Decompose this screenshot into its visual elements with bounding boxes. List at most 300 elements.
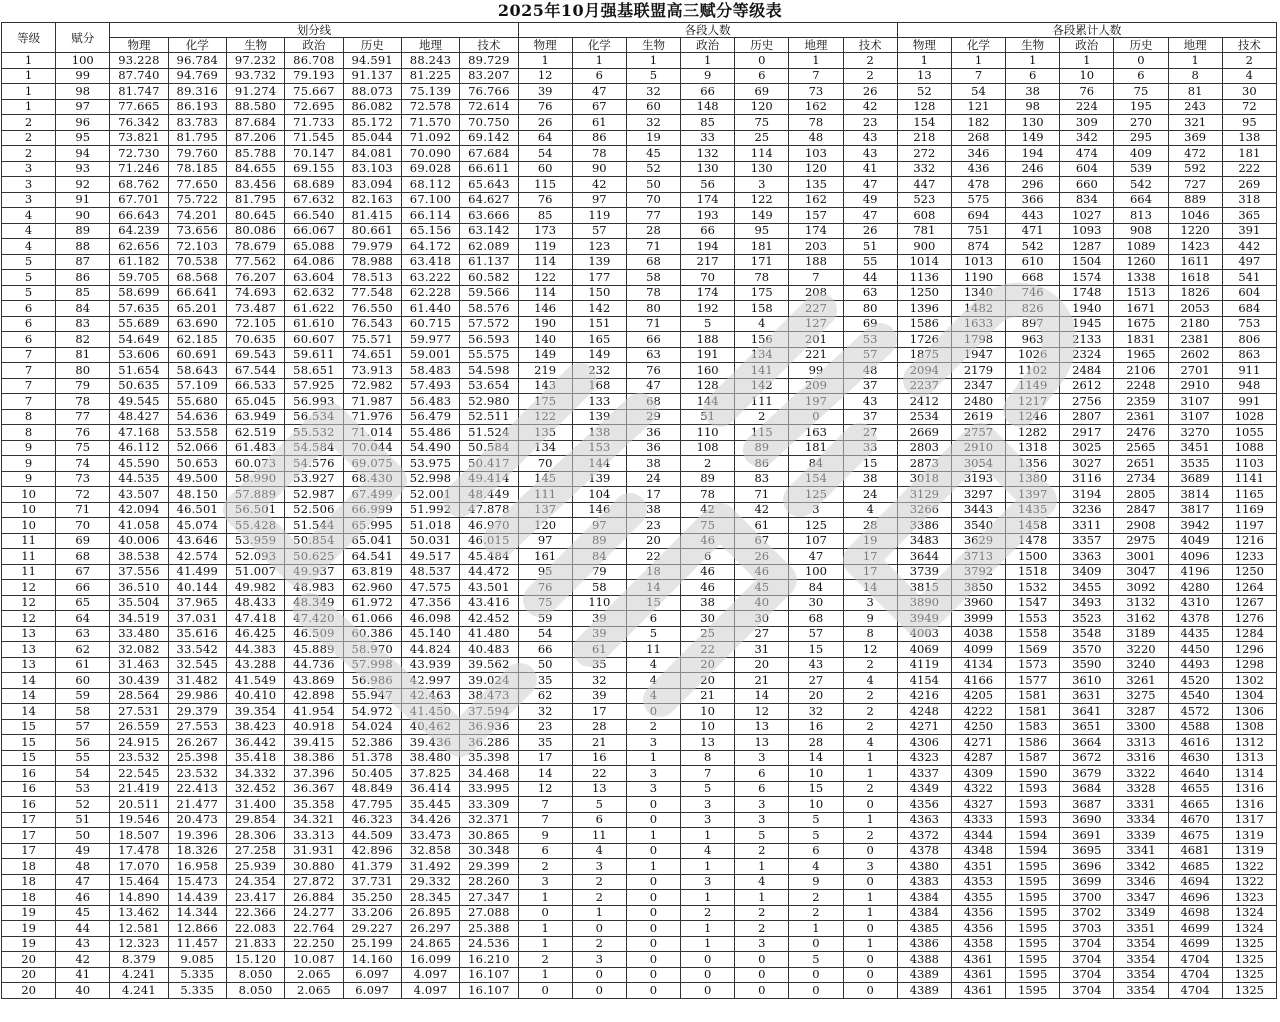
cell-cumulative: 1306 (1222, 704, 1276, 720)
cell-cumulative: 3631 (1060, 688, 1114, 704)
cell-count: 32 (789, 704, 843, 720)
cell-cumulative: 1055 (1222, 425, 1276, 441)
cell-cutoff: 52.511 (460, 409, 518, 425)
cell-count: 2 (843, 781, 897, 797)
cell-cutoff: 62.632 (285, 285, 343, 301)
cell-cumulative: 3713 (951, 549, 1005, 565)
cell-cutoff: 61.182 (110, 254, 168, 270)
cell-count: 1 (735, 859, 789, 875)
cell-grade: 7 (2, 363, 56, 379)
cell-cutoff: 37.594 (460, 704, 518, 720)
cell-score: 62 (56, 642, 110, 658)
cell-cutoff: 86.193 (168, 99, 226, 115)
cell-count: 80 (843, 301, 897, 317)
cell-count: 71 (626, 239, 680, 255)
cell-cumulative: 4388 (897, 952, 951, 968)
cell-cumulative: 1504 (1060, 254, 1114, 270)
cell-cumulative: 1595 (1006, 952, 1060, 968)
cell-cumulative: 472 (1168, 146, 1222, 162)
cell-cutoff: 29.332 (401, 874, 459, 890)
cell-count: 2 (843, 53, 897, 69)
cell-cumulative: 3316 (1114, 750, 1168, 766)
table-row (2, 859, 1277, 875)
cell-cutoff: 8.379 (110, 952, 168, 968)
cell-cumulative: 1518 (1006, 564, 1060, 580)
cell-cutoff: 58.699 (110, 285, 168, 301)
subject-header-row (2, 38, 1277, 53)
cell-count: 55 (843, 254, 897, 270)
cell-count: 122 (518, 270, 572, 286)
cell-cutoff: 43.416 (460, 595, 518, 611)
cell-count: 8 (681, 750, 735, 766)
table-row (2, 642, 1277, 658)
cell-cumulative: 149 (1006, 130, 1060, 146)
cell-cutoff: 25.388 (460, 921, 518, 937)
cell-cutoff: 46.015 (460, 533, 518, 549)
cell-cumulative: 4699 (1168, 921, 1222, 937)
cell-cumulative: 6 (1114, 68, 1168, 84)
cell-cutoff: 17.478 (110, 843, 168, 859)
cell-count: 3 (789, 502, 843, 518)
cell-cutoff: 80.645 (226, 208, 284, 224)
cell-cutoff: 68.430 (343, 471, 401, 487)
cell-count: 32 (626, 84, 680, 100)
cell-grade: 17 (2, 843, 56, 859)
cell-cutoff: 63.666 (460, 208, 518, 224)
cell-grade: 7 (2, 347, 56, 363)
cell-score: 70 (56, 518, 110, 534)
cell-cumulative: 4309 (951, 766, 1005, 782)
cell-cumulative: 3240 (1114, 657, 1168, 673)
table-row (2, 425, 1277, 441)
cell-count: 59 (518, 611, 572, 627)
cell-cutoff: 42.452 (460, 611, 518, 627)
cell-count: 0 (626, 797, 680, 813)
cell-count: 28 (626, 223, 680, 239)
cell-cumulative: 4337 (897, 766, 951, 782)
cell-count: 66 (518, 642, 572, 658)
cell-count: 84 (572, 549, 626, 565)
cell-cutoff: 83.207 (460, 68, 518, 84)
cell-cumulative: 908 (1114, 223, 1168, 239)
cell-cumulative: 1322 (1222, 874, 1276, 890)
cell-score: 76 (56, 425, 110, 441)
cell-cutoff: 52.001 (401, 487, 459, 503)
table-row (2, 673, 1277, 689)
table-row (2, 828, 1277, 844)
cell-cumulative: 604 (1222, 285, 1276, 301)
cell-cutoff: 65.643 (460, 177, 518, 193)
cell-count: 219 (518, 363, 572, 379)
cell-count: 2 (843, 719, 897, 735)
cell-cumulative: 2412 (897, 394, 951, 410)
cell-count: 188 (681, 332, 735, 348)
cell-cumulative: 1088 (1222, 440, 1276, 456)
cell-count: 0 (626, 843, 680, 859)
cell-grade: 11 (2, 549, 56, 565)
cell-cumulative: 1586 (1006, 735, 1060, 751)
cell-count: 27 (789, 673, 843, 689)
cell-count: 5 (789, 952, 843, 968)
cell-count: 122 (735, 192, 789, 208)
cell-cutoff: 69.155 (285, 161, 343, 177)
cell-cutoff: 81.795 (168, 130, 226, 146)
cell-count: 64 (518, 130, 572, 146)
cell-cutoff: 64.172 (401, 239, 459, 255)
cell-count: 135 (518, 425, 572, 441)
header-group-count: 各段人数 (518, 23, 897, 38)
cell-count: 25 (681, 626, 735, 642)
cell-count: 26 (735, 549, 789, 565)
cell-count: 30 (735, 611, 789, 627)
cell-cutoff: 51.544 (285, 518, 343, 534)
cell-cumulative: 3949 (897, 611, 951, 627)
cell-cutoff: 10.087 (285, 952, 343, 968)
cell-count: 161 (518, 549, 572, 565)
cell-cumulative: 4166 (951, 673, 1005, 689)
cell-cutoff: 67.701 (110, 192, 168, 208)
cell-cumulative: 3300 (1114, 719, 1168, 735)
cell-cumulative: 54 (951, 84, 1005, 100)
table-row (2, 394, 1277, 410)
cell-cumulative: 3236 (1060, 502, 1114, 518)
cell-cutoff: 46.112 (110, 440, 168, 456)
cell-cutoff: 32.452 (226, 781, 284, 797)
cell-cutoff: 20.473 (168, 812, 226, 828)
cell-count: 1 (681, 890, 735, 906)
cell-cutoff: 54.576 (285, 456, 343, 472)
cell-cumulative: 4380 (897, 859, 951, 875)
cell-count: 0 (843, 843, 897, 859)
cell-count: 47 (572, 84, 626, 100)
cell-cutoff: 82.163 (343, 192, 401, 208)
cell-cumulative: 268 (951, 130, 1005, 146)
cell-cumulative: 4310 (1168, 595, 1222, 611)
cell-count: 1 (843, 812, 897, 828)
cell-cutoff: 72.103 (168, 239, 226, 255)
cell-cumulative: 1396 (897, 301, 951, 317)
cell-count: 20 (681, 673, 735, 689)
cell-count: 134 (735, 347, 789, 363)
cell-count: 0 (789, 936, 843, 952)
cell-cutoff: 66.643 (110, 208, 168, 224)
cell-count: 37 (843, 409, 897, 425)
cell-cutoff: 84.655 (226, 161, 284, 177)
cell-cumulative: 751 (951, 223, 1005, 239)
cell-cumulative: 1220 (1168, 223, 1222, 239)
cell-cutoff: 50.031 (401, 533, 459, 549)
cell-count: 158 (735, 301, 789, 317)
cell-cutoff: 80.661 (343, 223, 401, 239)
cell-count: 70 (681, 270, 735, 286)
cell-score: 99 (56, 68, 110, 84)
cell-cumulative: 2381 (1168, 332, 1222, 348)
cell-cumulative: 1340 (951, 285, 1005, 301)
cell-grade: 3 (2, 161, 56, 177)
cell-count: 46 (681, 580, 735, 596)
cell-cutoff: 78.988 (343, 254, 401, 270)
cell-cumulative: 874 (951, 239, 1005, 255)
cell-count: 77 (626, 208, 680, 224)
table-row (2, 797, 1277, 813)
cell-cumulative: 1250 (1222, 564, 1276, 580)
cell-count: 111 (735, 394, 789, 410)
cell-count: 1 (518, 890, 572, 906)
cell-cutoff: 76.207 (226, 270, 284, 286)
cell-cumulative: 391 (1222, 223, 1276, 239)
cell-cutoff: 63.690 (168, 316, 226, 332)
header-group-cutoff: 划分线 (110, 23, 518, 38)
cell-cutoff: 63.949 (226, 409, 284, 425)
cell-cumulative: 2359 (1114, 394, 1168, 410)
cell-count: 39 (518, 84, 572, 100)
cell-cutoff: 80.086 (226, 223, 284, 239)
cell-cutoff: 41.499 (168, 564, 226, 580)
cell-cumulative: 38 (1006, 84, 1060, 100)
cell-cumulative: 1726 (897, 332, 951, 348)
cell-count: 22 (572, 766, 626, 782)
cell-score: 44 (56, 921, 110, 937)
cell-cumulative: 1267 (1222, 595, 1276, 611)
cell-cumulative: 2053 (1168, 301, 1222, 317)
cell-cumulative: 1246 (1006, 409, 1060, 425)
cell-cumulative: 1577 (1006, 673, 1060, 689)
cell-count: 0 (681, 952, 735, 968)
cell-cumulative: 4154 (897, 673, 951, 689)
cell-cutoff: 91.137 (343, 68, 401, 84)
table-row (2, 363, 1277, 379)
cell-count: 0 (735, 952, 789, 968)
cell-grade: 12 (2, 595, 56, 611)
cell-count: 16 (789, 719, 843, 735)
cell-cutoff: 37.396 (285, 766, 343, 782)
cell-cumulative: 4685 (1168, 859, 1222, 875)
cell-count: 10 (681, 719, 735, 735)
cell-cutoff: 35.445 (401, 797, 459, 813)
cell-count: 62 (518, 688, 572, 704)
cell-count: 70 (518, 456, 572, 472)
cell-count: 17 (518, 750, 572, 766)
cell-cutoff: 61.972 (343, 595, 401, 611)
cell-grade: 15 (2, 750, 56, 766)
cell-score: 46 (56, 890, 110, 906)
cell-count: 20 (735, 657, 789, 673)
cell-cutoff: 14.160 (343, 952, 401, 968)
cell-grade: 4 (2, 208, 56, 224)
header-subject-cum: 生物 (1006, 38, 1060, 53)
cell-count: 139 (572, 409, 626, 425)
cell-cutoff: 37.031 (168, 611, 226, 627)
cell-count: 134 (518, 440, 572, 456)
cell-count: 33 (681, 130, 735, 146)
cell-cutoff: 18.507 (110, 828, 168, 844)
cell-cumulative: 4704 (1168, 983, 1222, 999)
cell-count: 209 (789, 378, 843, 394)
cell-cumulative: 182 (951, 115, 1005, 131)
cell-cutoff: 59.705 (110, 270, 168, 286)
cell-cumulative: 1671 (1114, 301, 1168, 317)
cell-cumulative: 2619 (951, 409, 1005, 425)
cell-count: 146 (518, 301, 572, 317)
cell-grade: 14 (2, 673, 56, 689)
cell-cumulative: 76 (1060, 84, 1114, 100)
cell-cutoff: 56.993 (285, 394, 343, 410)
cell-count: 0 (626, 812, 680, 828)
cell-cumulative: 3695 (1060, 843, 1114, 859)
cell-cutoff: 27.872 (285, 874, 343, 890)
cell-cutoff: 28.345 (401, 890, 459, 906)
table-row (2, 611, 1277, 627)
cell-cumulative: 1875 (897, 347, 951, 363)
cell-count: 2 (681, 456, 735, 472)
cell-count: 3 (626, 735, 680, 751)
cell-count: 1 (681, 828, 735, 844)
cell-cumulative: 3261 (1114, 673, 1168, 689)
cell-cutoff: 55.575 (460, 347, 518, 363)
cell-count: 0 (735, 967, 789, 983)
cell-cumulative: 3590 (1060, 657, 1114, 673)
cell-cumulative: 1611 (1168, 254, 1222, 270)
cell-cumulative: 130 (1006, 115, 1060, 131)
cell-cutoff: 46.501 (168, 502, 226, 518)
cell-cumulative: 3540 (951, 518, 1005, 534)
cell-cutoff: 37.965 (168, 595, 226, 611)
cell-grade: 13 (2, 657, 56, 673)
cell-cumulative: 1089 (1114, 239, 1168, 255)
cell-count: 36 (626, 440, 680, 456)
table-row (2, 580, 1277, 596)
cell-cumulative: 4306 (897, 735, 951, 751)
cell-cutoff: 51.007 (226, 564, 284, 580)
cell-count: 203 (789, 239, 843, 255)
cell-cumulative: 1276 (1222, 611, 1276, 627)
cell-cutoff: 54.490 (401, 440, 459, 456)
cell-cumulative: 3691 (1060, 828, 1114, 844)
cell-cutoff: 47.795 (343, 797, 401, 813)
cell-cutoff: 27.258 (226, 843, 284, 859)
cell-cumulative: 224 (1060, 99, 1114, 115)
header-subject-cnt: 生物 (626, 38, 680, 53)
table-row (2, 301, 1277, 317)
cell-count: 190 (518, 316, 572, 332)
cell-grade: 18 (2, 859, 56, 875)
cell-cutoff: 65.088 (285, 239, 343, 255)
cell-count: 32 (518, 704, 572, 720)
cell-score: 92 (56, 177, 110, 193)
cell-cumulative: 1316 (1222, 781, 1276, 797)
cell-count: 0 (843, 967, 897, 983)
cell-count: 18 (626, 564, 680, 580)
cell-count: 58 (626, 270, 680, 286)
cell-count: 39 (572, 688, 626, 704)
cell-count: 4 (572, 843, 626, 859)
cell-cumulative: 1574 (1060, 270, 1114, 286)
cell-count: 0 (572, 983, 626, 999)
cell-cutoff: 31.400 (226, 797, 284, 813)
cell-count: 193 (681, 208, 735, 224)
cell-cutoff: 57.109 (168, 378, 226, 394)
cell-cutoff: 4.241 (110, 967, 168, 983)
cell-cutoff: 57.998 (343, 657, 401, 673)
cell-cutoff: 85.172 (343, 115, 401, 131)
cell-cumulative: 4196 (1168, 564, 1222, 580)
cell-cutoff: 15.120 (226, 952, 284, 968)
cell-cutoff: 93.732 (226, 68, 284, 84)
cell-cumulative: 2106 (1114, 363, 1168, 379)
cell-cumulative: 1547 (1006, 595, 1060, 611)
cell-grade: 10 (2, 487, 56, 503)
cell-cumulative: 4287 (951, 750, 1005, 766)
cell-cutoff: 20.511 (110, 797, 168, 813)
cell-count: 6 (735, 781, 789, 797)
cell-cumulative: 1093 (1060, 223, 1114, 239)
cell-cumulative: 2805 (1114, 487, 1168, 503)
cell-count: 6 (681, 549, 735, 565)
cell-cumulative: 3342 (1114, 859, 1168, 875)
cell-cumulative: 575 (951, 192, 1005, 208)
cell-grade: 12 (2, 580, 56, 596)
cell-cumulative: 1314 (1222, 766, 1276, 782)
table-row (2, 223, 1277, 239)
cell-cumulative: 321 (1168, 115, 1222, 131)
table-row (2, 874, 1277, 890)
cell-count: 174 (681, 192, 735, 208)
cell-count: 0 (735, 53, 789, 69)
cell-grade: 11 (2, 533, 56, 549)
cell-cutoff: 48.983 (285, 580, 343, 596)
cell-cumulative: 10 (1060, 68, 1114, 84)
cell-count: 151 (572, 316, 626, 332)
page-title: 2025年10月强基联盟高三赋分等级表 (497, 1, 783, 20)
cell-cumulative: 4358 (951, 936, 1005, 952)
cell-cutoff: 58.990 (226, 471, 284, 487)
table-row (2, 766, 1277, 782)
cell-cutoff: 53.654 (460, 378, 518, 394)
cell-count: 63 (626, 347, 680, 363)
cell-cutoff: 64.541 (343, 549, 401, 565)
cell-cumulative: 442 (1222, 239, 1276, 255)
cell-count: 46 (681, 533, 735, 549)
cell-cutoff: 60.715 (401, 316, 459, 332)
cell-cutoff: 40.918 (285, 719, 343, 735)
cell-count: 2 (681, 905, 735, 921)
cell-cutoff: 8.050 (226, 983, 284, 999)
cell-cutoff: 65.156 (401, 223, 459, 239)
cell-cumulative: 826 (1006, 301, 1060, 317)
cell-cumulative: 1798 (951, 332, 1005, 348)
cell-score: 53 (56, 781, 110, 797)
cell-cutoff: 64.239 (110, 223, 168, 239)
cell-score: 42 (56, 952, 110, 968)
cell-cutoff: 68.568 (168, 270, 226, 286)
cell-count: 174 (681, 285, 735, 301)
cell-cutoff: 23.532 (168, 766, 226, 782)
cell-count: 1 (518, 921, 572, 937)
cell-count: 201 (789, 332, 843, 348)
cell-cumulative: 3193 (951, 471, 1005, 487)
cell-cumulative: 3001 (1114, 549, 1168, 565)
cell-count: 13 (572, 781, 626, 797)
table-row (2, 378, 1277, 394)
cell-cutoff: 65.201 (168, 301, 226, 317)
cell-cumulative: 121 (951, 99, 1005, 115)
cell-count: 138 (572, 425, 626, 441)
table-row (2, 254, 1277, 270)
cell-cutoff: 42.997 (401, 673, 459, 689)
cell-count: 38 (626, 456, 680, 472)
cell-cumulative: 1587 (1006, 750, 1060, 766)
cell-cutoff: 67.544 (226, 363, 284, 379)
